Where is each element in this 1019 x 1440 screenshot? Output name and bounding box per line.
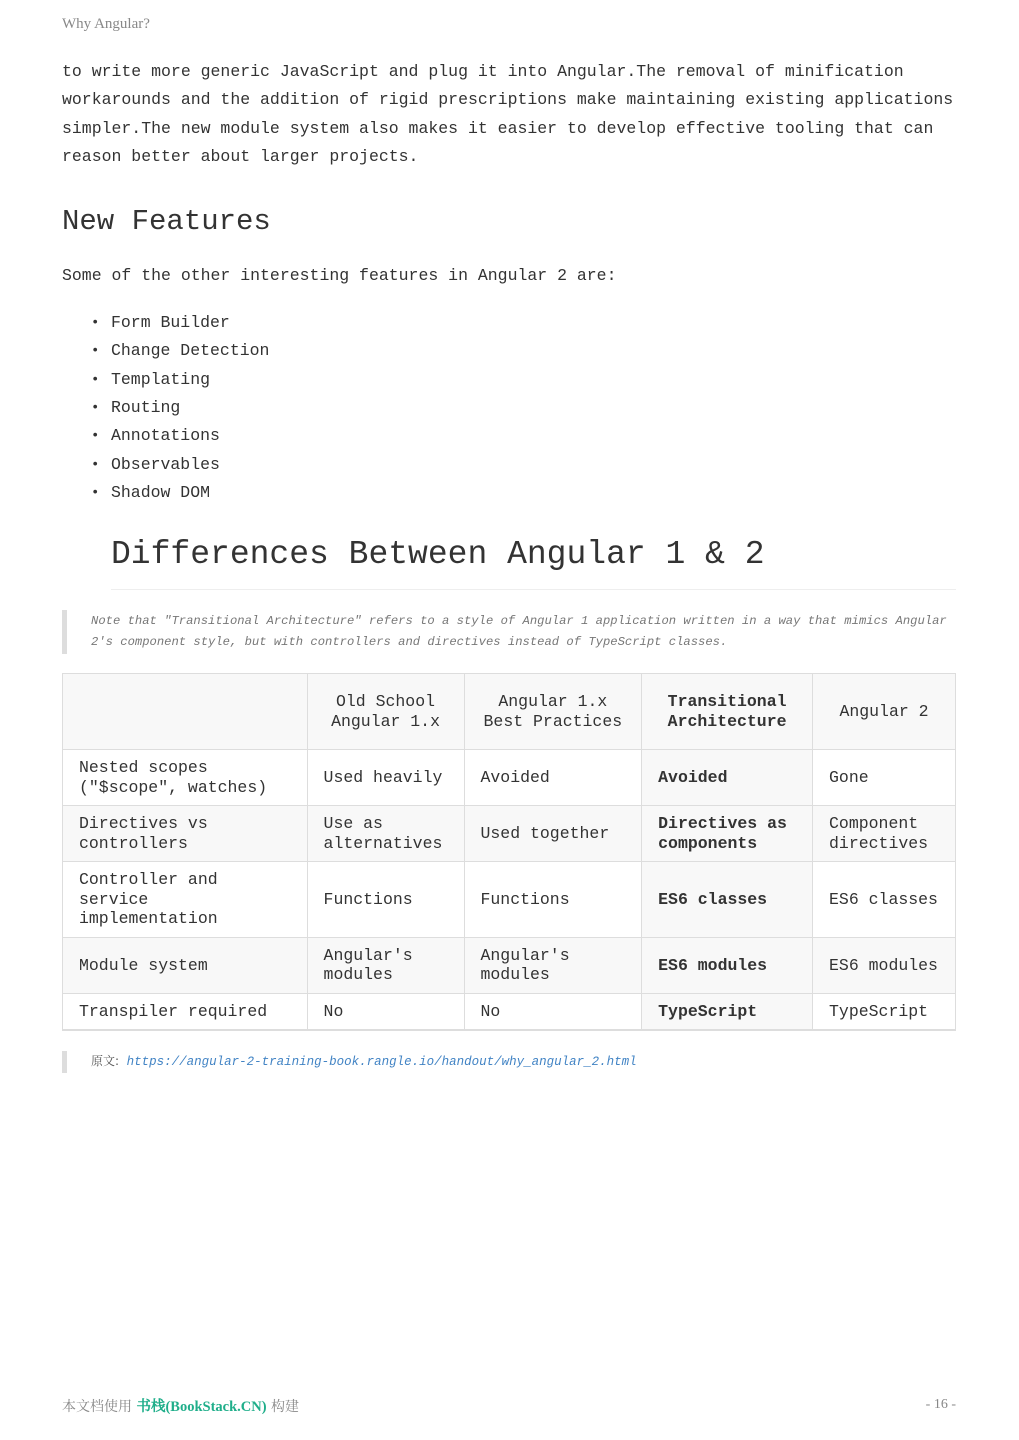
source-note — [62, 1051, 956, 1073]
table-cell: TypeScript — [813, 993, 956, 1030]
table-header-row — [63, 674, 956, 750]
table-row — [63, 806, 956, 862]
new-features-heading: New Features — [62, 205, 271, 239]
table-cell: Use as alternatives — [307, 806, 464, 862]
comparison-table — [62, 673, 956, 1031]
table-row — [63, 750, 956, 806]
new-features-lead: Some of the other interesting features in Angular 2 are: — [62, 266, 617, 286]
page-content — [62, 58, 956, 1073]
table-cell: Angular's modules — [307, 937, 464, 993]
list-item — [91, 394, 956, 422]
bullet-icon: • — [91, 428, 100, 445]
bullet-icon: • — [91, 484, 100, 501]
list-item — [91, 309, 956, 337]
table-cell: Functions — [307, 862, 464, 938]
header-angular-2: Angular 2 — [813, 674, 956, 750]
list-item — [91, 337, 956, 365]
table-cell: ES6 modules — [813, 937, 956, 993]
list-item — [91, 479, 956, 507]
header-transitional: Transitional Architecture — [642, 674, 813, 750]
table-cell: Nested scopes ("$scope", watches) — [63, 750, 308, 806]
bullet-icon: • — [91, 315, 100, 332]
source-label: 原文: — [91, 1054, 120, 1069]
table-cell: Angular's modules — [464, 937, 642, 993]
page-number: - 16 - — [925, 1397, 956, 1412]
transitional-note: Note that "Transitional Architecture" refers to a style of Angular 1 application written in a way that mimics Angular 2's component style, but with controllers and directives instead of TypeScript classes. — [62, 610, 956, 654]
header-old-school: Old School Angular 1.x — [307, 674, 464, 750]
table-cell: Functions — [464, 862, 642, 938]
table-cell: Used together — [464, 806, 642, 862]
table-cell: No — [307, 993, 464, 1030]
table-cell: ES6 classes — [642, 862, 813, 938]
footer-credit — [62, 1395, 299, 1416]
table-row — [63, 937, 956, 993]
table-row — [63, 862, 956, 938]
table-cell: TypeScript — [642, 993, 813, 1030]
feature-label: Form Builder — [111, 313, 230, 333]
intro-section — [62, 58, 956, 171]
feature-label: Change Detection — [111, 341, 270, 361]
table-cell: Controller and service implementation — [63, 862, 308, 938]
table-cell: Transpiler required — [63, 993, 308, 1030]
footer-suffix: 构建 — [271, 1399, 300, 1415]
table-cell: Module system — [63, 937, 308, 993]
feature-label: Templating — [111, 369, 211, 389]
intro-paragraph: to write more generic JavaScript and plug it into Angular.The removal of minification workarounds and the addition of rigid prescriptions make maintaining existing applications simpler.The new module system also makes it easier to develop effective tooling that can reason better about larger projects. — [62, 62, 954, 166]
feature-label: Observables — [111, 454, 220, 474]
table-cell: ES6 classes — [813, 862, 956, 938]
footer-prefix: 本文档使用 — [62, 1399, 132, 1415]
bullet-icon: • — [91, 456, 100, 473]
differences-heading: Differences Between Angular 1 & 2 — [111, 535, 956, 590]
bullet-icon: • — [91, 400, 100, 417]
feature-label: Annotations — [111, 426, 220, 446]
footer-brand-link[interactable]: 书栈(BookStack.CN) — [136, 1399, 267, 1415]
bullet-icon: • — [91, 343, 100, 360]
differences-heading-block — [111, 535, 956, 590]
list-item — [91, 451, 956, 479]
feature-label: Shadow DOM — [111, 482, 211, 502]
table-row — [63, 993, 956, 1030]
list-item — [91, 422, 956, 450]
table-cell: Directives as components — [642, 806, 813, 862]
table-cell: No — [464, 993, 642, 1030]
bullet-icon: • — [91, 371, 100, 388]
features-list — [91, 309, 956, 507]
list-item — [91, 366, 956, 394]
feature-label: Routing — [111, 398, 181, 418]
table-cell: Gone — [813, 750, 956, 806]
running-head: Why Angular? — [62, 16, 150, 32]
table-cell: ES6 modules — [642, 937, 813, 993]
table-cell: Avoided — [464, 750, 642, 806]
table-cell: Used heavily — [307, 750, 464, 806]
header-best-practices: Angular 1.x Best Practices — [464, 674, 642, 750]
header-cell-empty — [63, 674, 308, 750]
source-link[interactable]: https://angular-2-training-book.rangle.io/handout/why_angular_2.html — [126, 1055, 637, 1070]
table-cell: Component directives — [813, 806, 956, 862]
table-cell: Avoided — [642, 750, 813, 806]
table-cell: Directives vs controllers — [63, 806, 308, 862]
